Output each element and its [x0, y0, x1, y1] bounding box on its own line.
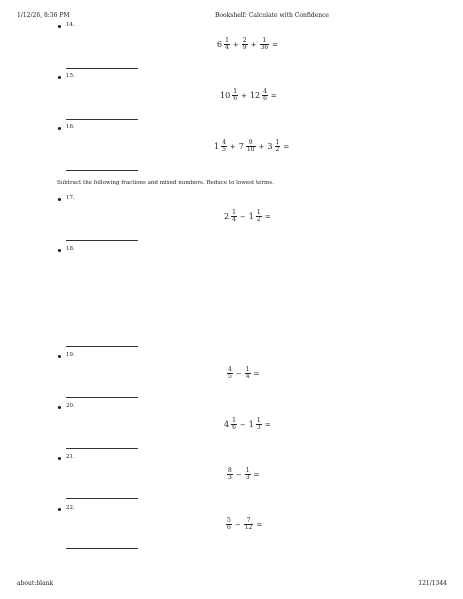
- whole-number: 12: [249, 91, 261, 100]
- answer-line[interactable]: [66, 548, 138, 549]
- operator: +: [232, 40, 239, 49]
- denominator: 3: [245, 474, 250, 481]
- denominator: 4: [225, 44, 229, 51]
- fraction: [260, 38, 270, 51]
- denominator: 2: [256, 216, 261, 223]
- math-expression: [227, 367, 260, 380]
- problem-number: 22.: [66, 505, 75, 511]
- denominator: 9: [242, 44, 247, 51]
- answer-line[interactable]: [66, 170, 138, 171]
- operator: =: [253, 369, 260, 378]
- operator: =: [283, 142, 290, 151]
- print-datetime: 1/12/26, 8:36 PM: [17, 12, 70, 19]
- whole-number: 3: [267, 142, 273, 151]
- math-expression: [226, 518, 263, 531]
- numerator: 1: [245, 467, 250, 474]
- fraction: [231, 210, 237, 223]
- whole-number: 10: [220, 91, 231, 100]
- operator: −: [235, 369, 242, 378]
- operator: =: [272, 40, 279, 49]
- operator: +: [229, 142, 236, 151]
- operator: +: [250, 40, 257, 49]
- numerator: 4: [222, 139, 226, 146]
- denominator: 12: [244, 524, 253, 531]
- denominator: 36: [260, 44, 269, 51]
- fraction: [256, 418, 262, 431]
- problem-number: 15.: [66, 73, 75, 79]
- numerator: 1: [256, 209, 261, 216]
- problem-number: 14.: [66, 22, 75, 28]
- denominator: 6: [227, 524, 231, 531]
- numerator: 4: [228, 366, 232, 373]
- page-url: about:blank: [17, 580, 54, 587]
- numerator: 1: [245, 366, 250, 373]
- denominator: 4: [232, 216, 236, 223]
- whole-number: 1: [248, 420, 254, 429]
- fraction: [242, 38, 248, 51]
- operator: =: [253, 470, 260, 479]
- answer-line[interactable]: [66, 498, 138, 499]
- whole-number: 1: [214, 142, 220, 151]
- fraction: [231, 418, 237, 431]
- math-expression: [220, 89, 278, 102]
- list-bullet: [58, 249, 61, 252]
- fraction: [256, 210, 262, 223]
- fraction: [245, 468, 251, 481]
- numerator: 9: [248, 139, 253, 146]
- fraction: [221, 140, 227, 153]
- page-title: Bookshelf: Calculate with Confidence: [215, 12, 329, 19]
- denominator: 5: [228, 373, 232, 380]
- denominator: 6: [233, 95, 238, 102]
- operator: +: [241, 91, 247, 100]
- operator: =: [256, 520, 263, 529]
- numerator: 1: [232, 209, 236, 216]
- numerator: 4: [263, 88, 267, 95]
- list-bullet: [58, 127, 61, 130]
- list-bullet: [58, 406, 61, 409]
- whole-number: 2: [224, 212, 230, 221]
- answer-line[interactable]: [66, 397, 138, 398]
- answer-line[interactable]: [66, 240, 138, 241]
- numerator: 1: [262, 37, 267, 44]
- list-bullet: [58, 508, 61, 511]
- numerator: 1: [233, 88, 238, 95]
- denominator: 2: [275, 146, 280, 153]
- problem-number: 21.: [66, 454, 75, 460]
- operator: =: [264, 212, 271, 221]
- fraction: [227, 367, 233, 380]
- denominator: 10: [246, 146, 255, 153]
- operator: −: [235, 470, 242, 479]
- numerator: 8: [228, 467, 232, 474]
- numerator: 1: [275, 139, 280, 146]
- answer-line[interactable]: [66, 119, 138, 120]
- problem-number: 20.: [66, 403, 75, 409]
- operator: =: [264, 420, 271, 429]
- whole-number: 7: [238, 142, 244, 151]
- math-expression: [227, 468, 260, 481]
- list-bullet: [58, 355, 61, 358]
- fraction: [226, 518, 232, 531]
- whole-number: 6: [217, 40, 223, 49]
- math-expression: [217, 38, 279, 51]
- fraction: [246, 140, 256, 153]
- denominator: 3: [256, 424, 261, 431]
- fraction: [227, 468, 233, 481]
- denominator: 6: [232, 424, 236, 431]
- numerator: 7: [246, 517, 251, 524]
- list-bullet: [58, 457, 61, 460]
- math-expression: [214, 140, 290, 153]
- operator: −: [234, 520, 241, 529]
- instructions-text: Subtract the following fractions and mixed numbers. Reduce to lowest terms.: [57, 180, 274, 186]
- whole-number: 1: [248, 212, 254, 221]
- fraction: [262, 89, 268, 102]
- operator: −: [239, 420, 246, 429]
- numerator: 2: [242, 37, 247, 44]
- whole-number: 4: [224, 420, 230, 429]
- list-bullet: [58, 25, 61, 28]
- problem-number: 19.: [66, 352, 75, 358]
- fraction: [275, 140, 281, 153]
- page-number: 121/1344: [418, 580, 447, 587]
- numerator: 1: [232, 417, 236, 424]
- fraction: [224, 38, 230, 51]
- numerator: 5: [227, 517, 231, 524]
- numerator: 1: [225, 37, 229, 44]
- list-bullet: [58, 198, 61, 201]
- denominator: 5: [222, 146, 226, 153]
- denominator: 4: [245, 373, 250, 380]
- answer-line[interactable]: [66, 68, 138, 69]
- answer-line[interactable]: [66, 448, 138, 449]
- fraction: [245, 367, 251, 380]
- numerator: 1: [256, 417, 261, 424]
- math-expression: [224, 210, 272, 223]
- problem-number: 18.: [66, 246, 75, 252]
- fraction: [244, 518, 254, 531]
- list-bullet: [58, 76, 61, 79]
- problem-number: 16.: [66, 124, 75, 130]
- fraction: [232, 89, 238, 102]
- operator: +: [258, 142, 265, 151]
- math-expression: [224, 418, 272, 431]
- operator: =: [270, 91, 277, 100]
- denominator: 6: [263, 95, 267, 102]
- denominator: 3: [228, 474, 232, 481]
- problem-number: 17.: [66, 195, 75, 201]
- operator: −: [239, 212, 246, 221]
- answer-line[interactable]: [66, 346, 138, 347]
